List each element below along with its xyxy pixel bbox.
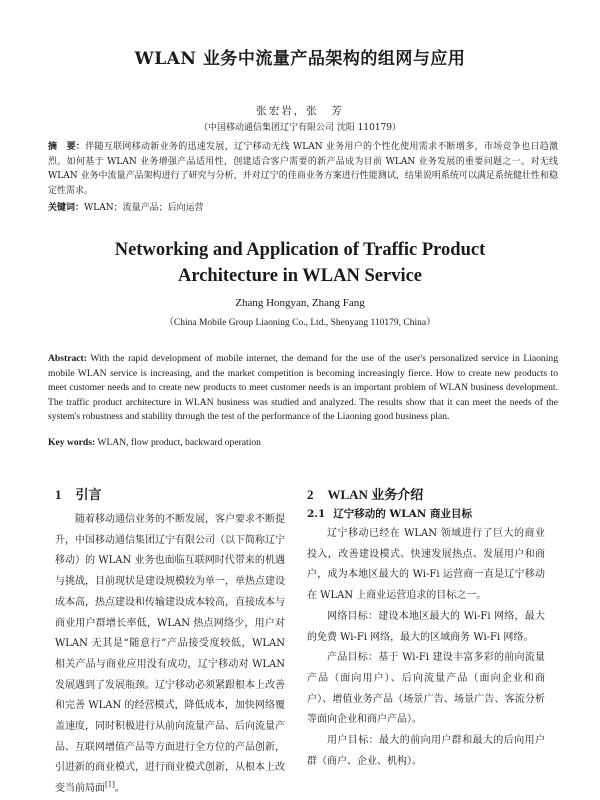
section-1-citation: [1]	[105, 780, 115, 789]
chinese-keywords-text: WLAN；流量产品；后向运营	[84, 203, 204, 213]
section-1-tail: 。	[114, 783, 125, 795]
chinese-keywords-label: 关键词：	[48, 203, 85, 213]
section-1-body	[55, 510, 285, 800]
english-keywords	[48, 437, 558, 448]
chinese-abstract	[48, 140, 558, 198]
english-keywords-text: WLAN, flow product, backward operation	[97, 437, 261, 448]
section-1-number: 1	[55, 487, 62, 502]
chinese-title: WLAN 业务中流量产品架构的组网与应用	[134, 49, 466, 69]
english-title-line1: Networking and Application of Traffic Product	[114, 240, 486, 260]
section-2-1-title: 辽宁移动的 WLAN 商业目标	[333, 508, 473, 520]
section-1-heading	[55, 484, 102, 503]
english-authors: Zhang Hongyan, Zhang Fang	[235, 297, 365, 309]
section-1-text: 随着移动通信业务的不断发展，客户要求不断提升，中国移动通信集团辽宁有限公司（以下简称辽宁移动）的 WLAN 业务也面临互联网时代带来的机遇与挑战，目前现状是建设规模较为单一，单热点建设成本高，热点建设和传输建设成本较高，直接成本与商业用户群增长率低，WLAN 热点网络少，用户对 WLAN 无其是“随意行”产品接受度较低，WLAN 相关产品与商业应用没有成功，辽宁移动对 WLAN 发展遇到了发展瓶颈。辽宁移动必须紧跟根本上改善和完善 WLAN 的经营模式，降低成本，加快网络覆盖速度，同时积极进行从前向流量产品、后向流量产品、互联网增值产品等方面进行全方位的产品创新，引进新的商业模式，进行商业模式创新，从根本上改变当前局面	[55, 514, 285, 795]
english-title-line2: Architecture in WLAN Service	[177, 266, 423, 286]
section-2-heading	[307, 484, 423, 503]
english-abstract-label: Abstract:	[48, 353, 87, 364]
chinese-keywords	[48, 200, 558, 213]
section-2-1-paragraph-4: 用户目标：最大的前向用户群和最大的后向用户群（商户、企业、机构）。	[307, 735, 545, 767]
chinese-affiliation: （中国移动通信集团辽宁有限公司 沈阳 110179）	[198, 123, 402, 133]
english-abstract-text: With the rapid development of mobile internet, the demand for the use of the user's personalized service in Liaoning mobile WLAN service is increasing, and the market competition is becoming increasingly fierce. How to create new products to meet customer needs and to create new products to meet customer needs is an important problem of WLAN business development. The traffic product architecture in WLAN business was studied and analyzed. The results show that it can meet the needs of the system's robustness and stability through the test of the performance of the Liaoning good business plan.	[48, 353, 558, 422]
section-2-number: 2	[307, 487, 314, 502]
section-1-title: 引言	[75, 487, 102, 502]
english-affiliation: （China Mobile Group Liaoning Co., Ltd., Shenyang 110179, China）	[164, 318, 436, 328]
english-keywords-label: Key words:	[48, 437, 96, 448]
section-2-1-body	[307, 524, 545, 772]
chinese-authors: 张宏岩，张 芳	[256, 105, 344, 117]
chinese-abstract-text: 伴随互联网移动新业务的迅速发展，辽宁移动无线 WLAN 业务用户的个性化使用需求不断增多，市场竞争也日趋激烈。如何基于 WLAN 业务增强产品适用性，创建适合客户需要的新产品成为目前 WLAN 业务发展的重要问题之一。对无线 WLAN 业务中流量产品架构进行了研究与分析，并对辽宁的佳商业务方案进行性能测试，结果说明系统可以满足系统健壮性和稳定性需求。	[48, 142, 558, 196]
english-title	[0, 237, 600, 289]
section-2-1-paragraph-3: 产品目标：基于 Wi-Fi 建设丰富多彩的前向流量产品（面向用户）、后向流量产品（面向企业和商户）、增值业务产品（场景广告、场景广告、客流分析等面向企业和商户产品）。	[307, 652, 545, 726]
section-2-1-paragraph-1: 辽宁移动已经在 WLAN 领域进行了巨大的商业投入，改善建设模式、快速发展热点、发展用户和商户，成为本地区最大的 Wi-Fi 运营商一直是辽宁移动在 WLAN 上商业运营追求的目标之一。	[307, 528, 545, 602]
chinese-abstract-label: 摘 要：	[48, 142, 86, 152]
section-2-1-heading	[307, 506, 472, 521]
section-2-title: WLAN 业务介绍	[327, 487, 424, 502]
english-abstract	[48, 352, 558, 425]
section-2-1-paragraph-2: 网络目标：建设本地区最大的 Wi-Fi 网络，最大的免费 Wi-Fi 网络，最大的区域商务 Wi-Fi 网络。	[307, 610, 545, 643]
section-2-1-number: 2.1	[307, 508, 326, 520]
